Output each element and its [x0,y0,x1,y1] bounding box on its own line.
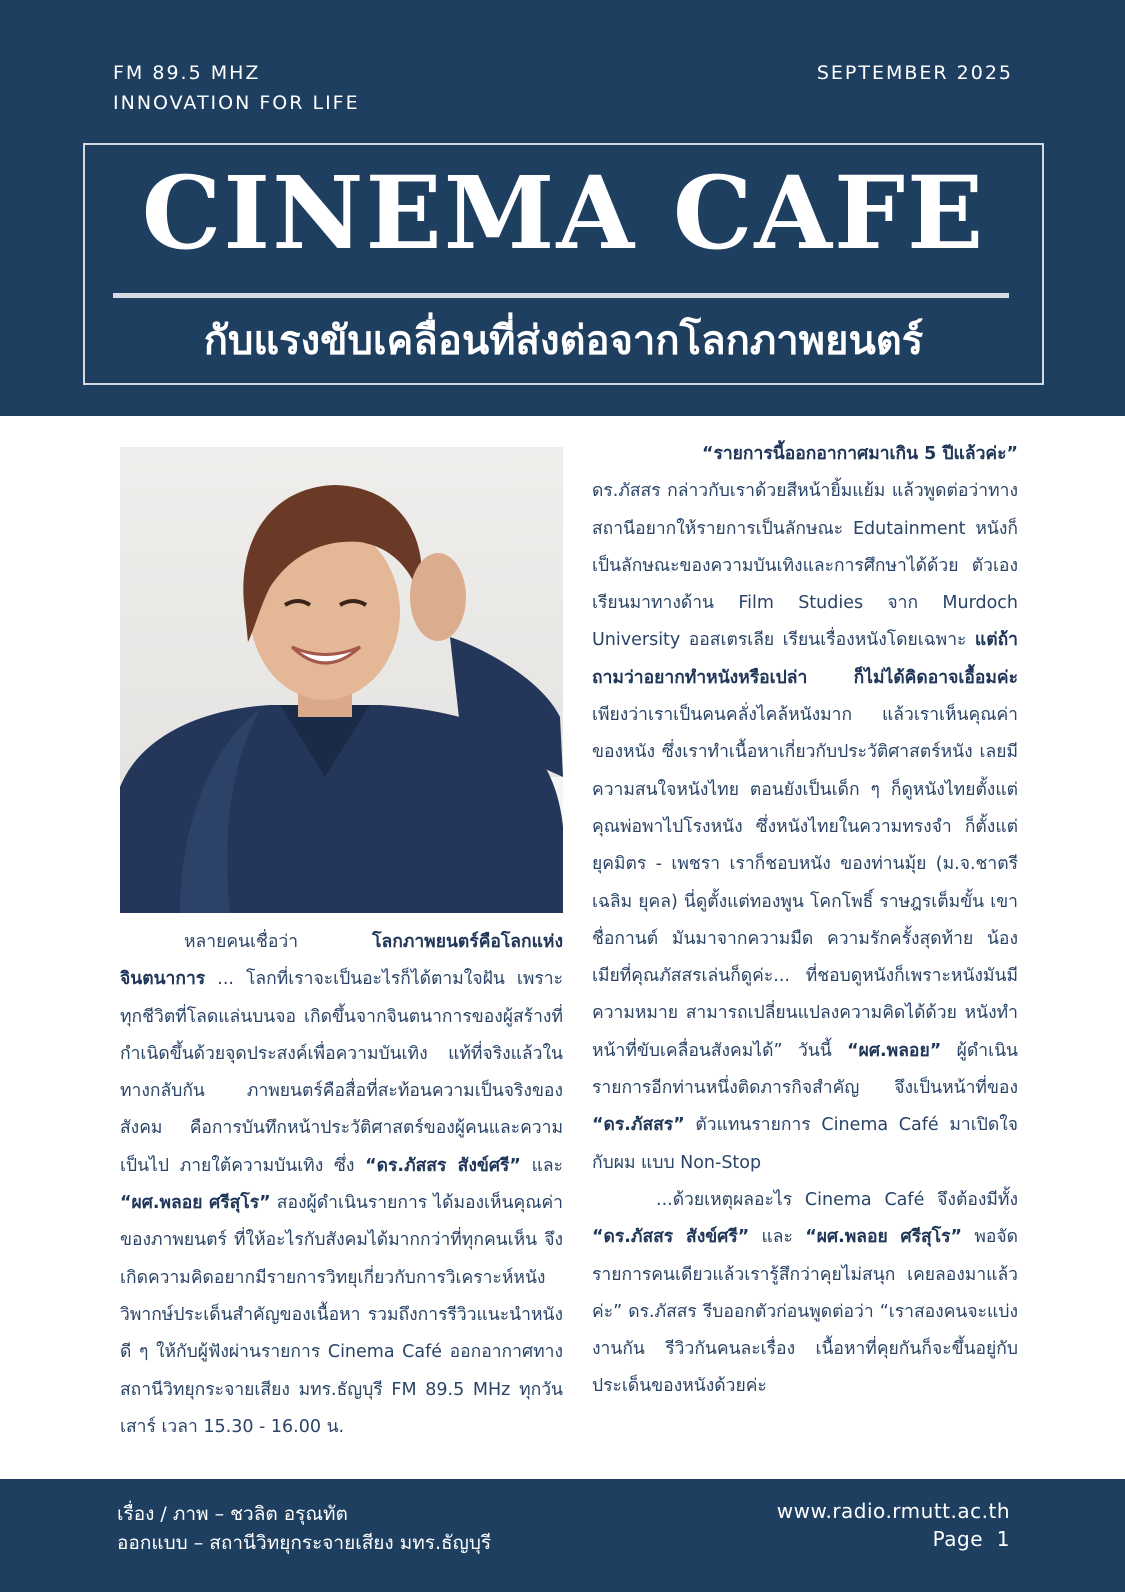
title-frame [83,143,1044,385]
website-link[interactable]: www.radio.rmutt.ac.th [776,1499,1010,1523]
portrait-photo [120,447,563,913]
page-footer [0,1479,1125,1592]
page-number: Page 1 [932,1527,1010,1551]
station-tagline [113,58,360,118]
credit-story: เรื่อง / ภาพ – ชวลิต อรุณทัต [117,1503,348,1525]
magazine-subtitle: กับแรงขับเคลื่อนที่ส่งต่อจากโลกภาพยนตร์ [203,318,924,364]
intro-paragraph: หลายคนเชื่อว่า โลกภาพยนตร์คือโลกแห่งจินตนาการ ... โลกที่เราจะเป็นอะไรก็ได้ตามใจฝัน เพราะทุกชีวิตที่โลดแล่นบนจอ เกิดขึ้นจากจินตนาการของผู้สร้างที่กำเนิดขึ้นด้วยจุดประสงค์เพื่อความบันเทิง แท้ที่จริงแล้วในทางกลับกัน ภาพยนตร์คือสื่อที่สะท้อนความเป็นจริงของสังคม คือการบันทึกหน้าประวัติศาสตร์ของผู้คนและความเป็นไป ภายใต้ความบันเทิง ซึ่ง “ดร.ภัสสร สังข์ศรี” และ “ผศ.พลอย ศรีสุโร” สองผู้ดำเนินรายการ ได้มองเห็นคุณค่าของภาพยนตร์ ที่ให้อะไรกับสังคมได้มากกว่าที่ทุกคนเห็น จึงเกิดความคิดอยากมีรายการวิทยุเกี่ยวกับการวิเคราะห์หนัง วิพากษ์ประเด็นสำคัญของเนื้อหา รวมถึงการรีวิวแนะนำหนังดี ๆ ให้กับผู้ฟังผ่านรายการ Cinema Café ออกอากาศทางสถานีวิทยุกระจายเสียง มทร.ธัญบุรี FM 89.5 MHz ทุกวันเสาร์ เวลา 15.30 - 16.00 น. [120,932,563,1437]
footer-right [777,1497,1010,1553]
credits [117,1500,491,1558]
magazine-title: CINEMA CAFE [141,154,986,272]
right-column [592,436,1018,1406]
interview-paragraph-2: ...ด้วยเหตุผลอะไร Cinema Café จึงต้องมีทั้ง “ดร.ภัสสร สังข์ศรี” และ “ผศ.พลอย ศรีสุโร” พอจัดรายการคนเดียวแล้วเรารู้สึกว่าคุยไม่สนุก เคยลองมาแล้วค่ะ” ดร.ภัสสร รีบออกตัวก่อนพูดต่อว่า “เราสองคนจะแบ่งงานกัน รีวิวกันคนละเรื่อง เนื้อหาที่คุยกันก็จะขึ้นอยู่กับประเด็นของหนังด้วยค่ะ [592,1189,1018,1397]
masthead [0,0,1125,416]
title-divider [113,293,1009,298]
station-frequency: FM 89.5 MHZ [113,62,261,84]
portrait-illustration [120,447,563,913]
lead-quote: “รายการนี้ออกอากาศมาเกิน 5 ปีแล้วค่ะ” [701,444,1018,464]
interview-paragraph-1: ดร.ภัสสร กล่าวกับเราด้วยสีหน้ายิ้มแย้ม แล้วพูดต่อว่าทางสถานีอยากให้รายการเป็นลักษณะ Edutainment หนังก็เป็นลักษณะของความบันเทิงและการศึกษาได้ด้วย ตัวเองเรียนมาทางด้าน Film Studies จาก Murdoch University ออสเตรเลีย เรียนเรื่องหนังโดยเฉพาะ แต่ถ้าถามว่าอยากทำหนังหรือเปล่า ก็ไม่ได้คิดอาจเอื้อมค่ะ เพียงว่าเราเป็นคนคลั่งไคล้หนังมาก แล้วเราเห็นคุณค่าของหนัง ซึ่งเราทำเนื้อหาเกี่ยวกับประวัติศาสตร์หนัง เลยมีความสนใจหนังไทย ตอนยังเป็นเด็ก ๆ ก็ดูหนังไทยตั้งแต่คุณพ่อพาไปโรงหนัง ซึ่งหนังไทยในความทรงจำ ก็ตั้งแต่ยุคมิตร - เพชรา เราก็ชอบหนัง ของท่านมุ้ย (ม.จ.ชาตรีเฉลิม ยุคล) นี่ดูตั้งแต่ทองพูน โคกโพธิ์ ราษฎรเต็มขั้น เขาชื่อกานต์ มันมาจากความมืด ความรักครั้งสุดท้าย น้องเมียที่คุณภัสสรเล่นก็ดูค่ะ... ที่ชอบดูหนังก็เพราะหนังมันมีความหมาย สามารถเปลี่ยนแปลงความคิดได้ด้วย หนังทำหน้าที่ขับเคลื่อนสังคมได้” วันนี้ “ผศ.พลอย” ผู้ดำเนินรายการอีกท่านหนึ่งติดภารกิจสำคัญ จึงเป็นหน้าที่ของ “ดร.ภัสสร” ตัวแทนรายการ Cinema Café มาเปิดใจกับผม แบบ Non-Stop [592,481,1018,1173]
credit-design: ออกแบบ – สถานีวิทยุกระจายเสียง มทร.ธัญบุรี [117,1532,492,1554]
issue-date: SEPTEMBER 2025 [816,62,1013,84]
left-column [120,924,563,1446]
station-slogan: INNOVATION FOR LIFE [113,92,360,114]
